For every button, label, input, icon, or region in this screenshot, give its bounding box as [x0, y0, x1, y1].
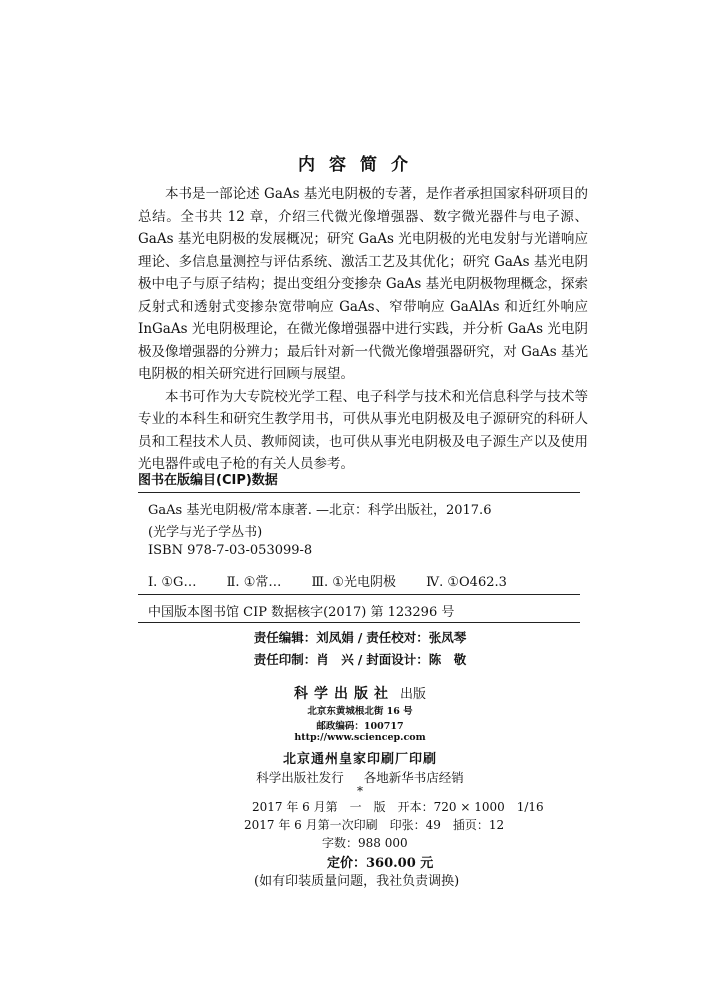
publisher-postcode: 邮政编码：100717	[316, 721, 404, 732]
classification-item: Ⅳ. ①O462.3	[426, 575, 507, 590]
cip-bottom-rule	[138, 622, 580, 623]
editor-credit: 责任编辑：刘凤娟	[253, 630, 354, 645]
classification-item: Ⅱ. ①常…	[226, 575, 282, 590]
printer-line: 北京通州皇家印刷厂印刷	[282, 752, 437, 767]
cover-designer-credit: 封面设计：陈 敬	[366, 652, 467, 667]
cip-title-line: GaAs 基光电阴极/常本康著. —北京：科学出版社，2017.6	[148, 503, 492, 518]
proofreader-credit: 责任校对：张凤琴	[366, 630, 467, 645]
quality-note: (如有印装质量问题，我社负责调换)	[254, 874, 460, 889]
distributor: 科学出版社发行	[256, 770, 344, 785]
summary-paragraph-1: 本书是一部论述 GaAs 基光电阴极的专著，是作者承担国家科研项目的总结。全书共 12 章，介绍三代微光像增强器、数字微光器件与电子源、GaAs 基光电阴极的发展概况；研究 GaAs 光电阴极的光电发射与光谱响应理论、多信息量测控与评估系统、激活工艺及其优化；研究 GaAs 基光电阴极中电子与原子结构；提出变组分变掺杂 GaAs 基光电阴极物理概念，探索反射式和透射式变掺杂宽带响应 GaAs、窄带响应 GaAlAs 和近红外响应 InGaAs 光电阴极理论，在微光像增强器中进行实践，并分析 GaAs 光电阴极及像增强器的分辨力；最后针对新一代微光像增强器研究，对 GaAs 基光电阴极的相关研究进行回顾与展望。	[138, 186, 588, 382]
print-supervisor-credit: 责任印制：肖 兴	[253, 652, 354, 667]
cip-heading: 图书在版编目(CIP)数据	[138, 473, 278, 488]
classification-item: Ⅲ. ①光电阴极	[311, 575, 396, 590]
publisher-name: 科学出版社	[293, 686, 394, 702]
cip-isbn-line: ISBN 978-7-03-053099-8	[148, 543, 313, 558]
retailer: 各地新华书店经销	[363, 770, 464, 785]
summary-text	[138, 183, 588, 476]
edition-line: 2017 年 6 月第 一 版 开本：720 × 1000 1/16	[252, 800, 544, 814]
summary-title: 内容简介	[298, 155, 422, 175]
printing-line: 2017 年 6 月第一次印刷 印张：49 插页：12	[244, 818, 505, 832]
credits-line-1: 责任编辑：刘凤娟 / 责任校对：张凤琴	[253, 630, 467, 645]
summary-paragraph-2: 本书可作为大专院校光学工程、电子科学与技术和光信息科学与技术等专业的本科生和研究生教学用书，可供从事光电阴极及电子源研究的科研人员和工程技术人员、教师阅读，也可供从事光电阴极及电子源生产以及使用光电器件或电子枪的有关人员参考。	[138, 388, 588, 472]
separator-star: *	[357, 784, 363, 798]
price: 定价：360.00 元	[327, 856, 434, 871]
cip-middle-rule	[138, 594, 580, 595]
cip-series-line: (光学与光子学丛书)	[148, 525, 263, 540]
cip-classification-row	[148, 571, 533, 590]
publisher-address: 北京东黄城根北街 16 号	[307, 706, 413, 717]
publisher-suffix: 出版	[399, 687, 426, 702]
publisher-website: http://www.sciencep.com	[294, 732, 426, 743]
cip-top-rule	[138, 492, 580, 493]
word-count: 字数：988 000	[322, 836, 408, 850]
publisher-line	[0, 683, 720, 703]
cip-record-number: 中国版本图书馆 CIP 数据核字(2017) 第 123296 号	[148, 605, 455, 620]
credits-line-2: 责任印制：肖 兴 / 封面设计：陈 敬	[253, 652, 467, 667]
classification-item: Ⅰ. ①G…	[148, 575, 197, 590]
